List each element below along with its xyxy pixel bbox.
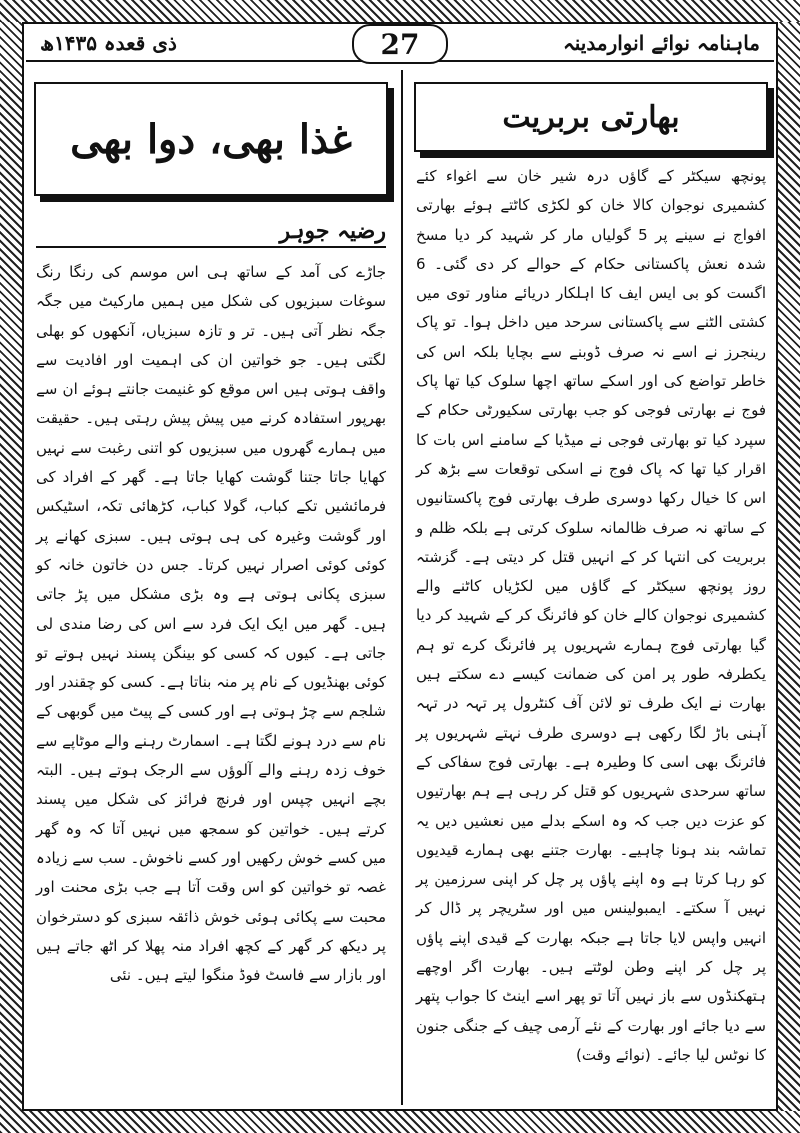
issue-date: ذی قعدہ ۱۴۳۵ھ <box>40 31 177 55</box>
right-article-paragraph: پونچھ سیکٹر کے گاؤں درہ شیر خان سے اغواء کئے کشمیری نوجوان کالا خان کو لکڑی کاٹتے ہوئے بھارتی افواج نے سینے پر 5 گولیاں مار کر شہید کر دیا مسخ شدہ نعش پاکستانی حکام کے حوالے کر دی گئی۔ 6 اگست کو بی ایس ایف کا اہلکار دریائے مناور توی میں کشتی الٹنے سے پاکستانی سرحد میں داخل ہوا۔ تو پاک رینجرز نے اسے نہ صرف ڈوبنے سے بچایا بلکہ اس کی خاطر تواضع کی اور اسکے ساتھ اچھا سلوک کیا تھا پاک فوج نے بھارتی فوجی کو جب بھارتی سکیورٹی حکام کے سپرد کیا تو بھارتی فوجی نے میڈیا کے سامنے اس بات کا اقرار کیا تھا کہ پاک فوج نے اسکی توقعات سے بڑھ کر اس کا خیال رکھا دوسری طرف بھارتی فوج پاکستانیوں کے ساتھ نہ صرف ظالمانہ سلوک کرتی ہے بلکہ ظلم و بربریت کی انتہا کر کے انہیں قتل کر دیتی ہے۔ گزشتہ روز پونچھ سیکٹر کے گاؤں میں لکڑیاں کاٹنے والے کشمیری نوجوان کالے خان کو فائرنگ کر کے شہید کر دیا گیا بھارتی فوج ہمارے شہریوں پر فائرنگ کرے تو ہم یکطرفہ طور پر امن کی ضمانت کیسے دے سکتے ہیں بھارت نے ایک طرف تو لائن آف کنٹرول پر تہہ در تہہ آہنی باڑ لگا رکھی ہے دوسری طرف نہتے شہریوں پر فائرنگ بھی اسی کا وطیرہ ہے۔ بھارتی فوج سفاکی کے ساتھ سرحدی شہریوں کو قتل کر رہی ہے ہم بھارتیوں کو عزت دیں جب کہ وہ اسکے بدلے میں نعشیں دیں یہ تماشہ بند ہونا چاہیے۔ بھارت جتنے بھی ہمارے قیدیوں کو رہا کرتا ہے وہ اپنے پاؤں پر چل کر اپنی سرزمین پر نہیں آ سکتے۔ ایمبولینس میں اور سٹریچر پر ڈال کر انہیں واپس لایا جاتا ہے جبکہ بھارت کے قیدی اپنے پاؤں پر چل کر اپنے وطن لوٹتے ہیں۔ بھارت اگر اوچھے ہتھکنڈوں سے باز نہیں آتا تو پھر اسے اینٹ کا جواب پتھر سے دیا جائے اور بھارت کے نئے آرمی چیف کے جنگی جنون کا نوٹس لیا جائے۔ (نوائے وقت) <box>416 167 766 1064</box>
right-article <box>410 70 772 1105</box>
magazine-name: ماہنامہ نوائے انوارمدینہ <box>563 31 760 55</box>
left-article-title: غذا بھی، دوا بھی <box>70 115 352 163</box>
column-divider <box>401 70 403 1105</box>
right-article-title: بھارتی بربریت <box>502 99 680 135</box>
author-byline: رضیہ جوہر <box>36 218 386 248</box>
right-article-title-box <box>414 82 768 152</box>
left-article-paragraph: جاڑے کی آمد کے ساتھ ہی اس موسم کی رنگا رنگ سوغات سبزیوں کی شکل میں ہمیں مارکیٹ میں جگہ جگہ نظر آتی ہیں۔ تر و تازہ سبزیاں، آنکھوں کو بھلی لگتی ہیں۔ جو خواتین ان کی اہمیت اور افادیت سے واقف ہوتی ہیں اس موقع کو غنیمت جانتے ہوئے ان سے بھرپور استفادہ کرنے میں پیش پیش رہتی ہیں۔ حقیقت میں ہمارے گھروں میں سبزیوں کو اتنی رغبت سے نہیں کھایا جاتا جتنا گوشت کھایا جاتا ہے۔ گھر کے افراد کی فرمائشیں تکے کباب، گولا کباب، کڑھائی تکہ، اسٹیکس اور گوشت وغیرہ کی ہی ہوتی ہیں۔ سبزی کھانے پر کوئی کوئی اصرار نہیں کرتا۔ جس دن خاتون خانہ کو سبزی پکانی ہوتی ہے وہ بڑی مشکل میں پڑ جاتی ہیں۔ گھر میں ایک ایک فرد سے اس کی رضا مندی لی جاتی ہے۔ کیوں کہ کسی کو بینگن پسند نہیں ہوتے تو کوئی بھنڈیوں کے نام پر منہ بناتا ہے۔ کسی کو چقندر اور شلجم سے چڑ ہوتی ہے اور کسی کے پیٹ میں گوبھی کے نام سے درد ہونے لگتا ہے۔ اسمارٹ رہنے والے موٹاپے سے خوف زدہ رہنے والے آلوؤں سے الرجک ہوتے ہیں۔ البتہ بچے انہیں چپس اور فرنچ فرائز کی شکل میں پسند کرتے ہیں۔ خواتین کو سمجھ میں نہیں آتا کہ وہ گھر میں کسے خوش رکھیں اور کسے ناخوش۔ سب سے زیادہ غصہ تو خواتین کو اس وقت آتا ہے جب بڑی محنت اور محبت سے پکائی ہوئی خوش ذائقہ سبزی کو دسترخوان پر دیکھ کر گھر کے کچھ افراد منہ پھلا کر اٹھ جاتے ہیں اور بازار سے فاسٹ فوڈ منگوا لیتے ہیں۔ نئی <box>36 263 386 985</box>
left-article-body <box>36 258 386 990</box>
page-header <box>26 26 774 62</box>
left-article-title-box <box>34 82 388 196</box>
left-article <box>30 70 392 1105</box>
page-number: 27 <box>352 24 448 64</box>
right-article-body <box>416 162 766 1070</box>
